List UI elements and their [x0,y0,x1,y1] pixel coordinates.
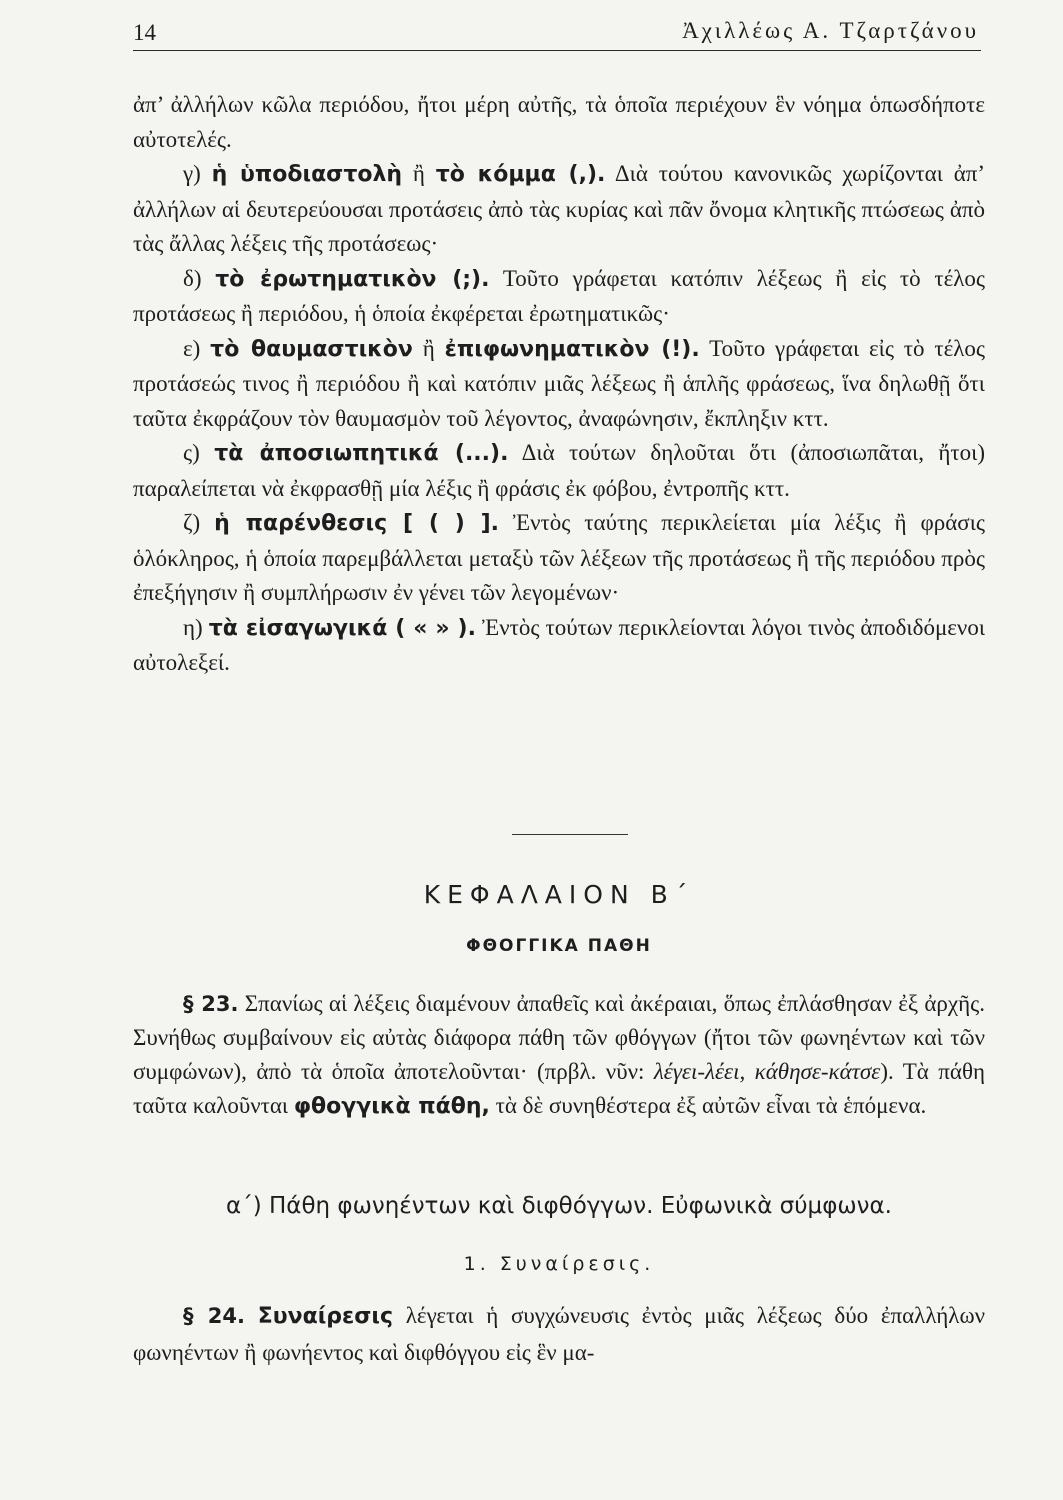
running-head: Ἀχιλλέως Α. Τζαρτζάνου [682,18,979,43]
paragraph-exclamation: ε) τὸ θαυμαστικὸν ἢ ἐπιφωνηματικὸν (!). Τοῦτο γράφεται εἰς τὸ τέλος προτάσεώς τινος ἢ περιόδου ἢ καὶ κατόπιν μιᾶς λέξεως ἢ ἁπλῆς φράσεως, ἵνα δηλωθῇ ὅτι ταῦτα ἐκφράζουν τὸν θαυμασμὸν τοῦ λέγοντος, ἀναφώνησιν, ἔκπληξιν κττ. [133,335,985,431]
chapter-title: ΚΕΦΑΛΑΙΟΝ Β΄ [423,880,695,909]
example: λέγει-λέει, κάθησε-κάτσε [653,1059,881,1084]
paragraph-hypodiastole: γ) ἡ ὑποδιαστολὴ ἢ τὸ κόμμα (,). Διὰ τούτου κανονικῶς χωρίζονται ἀπ’ ἀλλήλων αἱ δευτερεύουσαι προτάσεις ἀπὸ τὰς κυρίας καὶ πᾶν ὄνομα κλητικῆς πτώσεως ἀπὸ τὰς ἄλλας λέξεις τῆς προτάσεως· [133,161,986,256]
page-header [133,16,981,51]
term: τὰ εἰσαγωγικά ( « » ). [208,615,476,641]
section-number: § 23. [183,992,239,1016]
term: τὸ ἐρωτηματικὸν (;). [215,266,490,292]
section-23 [133,987,985,1124]
chapter-subtitle: ΦΘΟΓΓΙΚΑ ΠΑΘΗ [466,936,652,956]
section-24 [133,1298,985,1371]
term: τὸ θαυμαστικὸν [210,336,413,362]
term: Συναίρεσις [257,1304,394,1329]
page-number: 14 [133,20,156,45]
term: φθογγικὰ πάθη, [293,1094,490,1119]
paragraph: ἀπ’ ἀλλήλων κῶλα περιόδου, ἤτοι μέρη αὐτῆς, τὰ ὁποῖα περιέχουν ἓν νόημα ὁπωσδήποτε αὐτοτελές. [133,92,985,152]
paragraph-quotation: η) τὰ εἰσαγωγικά ( « » ). Ἐντὸς τούτων περικλείονται λόγοι τινὸς ἀποδιδόμενοι αὐτολεξεί. [133,614,986,675]
body-text [133,88,985,681]
sub-subheading: 1. Συναίρεσις. [463,1253,655,1275]
divider-rule [512,834,628,835]
paragraph: § 24. Συναίρεσις λέγεται ἡ συγχώνευσις ἐντὸς μιᾶς λέξεως δύο ἐπαλλήλων φωνηέντων ἢ φωνήεντος καὶ διφθόγγου εἰς ἓν μα- [133,1303,985,1365]
term: ἐπιφωνηματικὸν (!). [444,336,700,362]
term: τὰ ἀποσιωπητικά (...). [214,441,509,466]
paragraph-parenthesis: ζ) ἡ παρένθεσις [ ( ) ]. Ἐντὸς ταύτης περικλείεται μία λέξις ἢ φράσις ὁλόκληρος, ἡ ὁποία παρεμβάλλεται μεταξὺ τῶν λέξεων τῆς προτάσεως ἢ τῆς περιόδου πρὸς ἐπεξήγησιν ἢ συμπλήρωσιν ἐν γένει τῶν λεγομένων· [133,510,985,605]
term: ἡ ὑποδιαστολὴ [211,162,403,187]
paragraph: § 23. Σπανίως αἱ λέξεις διαμένουν ἀπαθεῖς καὶ ἀκέραιαι, ὅπως ἐπλάσθησαν ἐξ ἀρχῆς. Συνήθως συμβαίνουν εἰς αὐτὰς διάφορα πάθη τῶν φθόγγων (ἤτοι τῶν φωνηέντων καὶ τῶν συμφώνων), ἀπὸ τὰ ὁποῖα ἀποτελοῦνται· (πρβλ. νῦν: λέγει-λέει, κάθησε-κάτσε). Τὰ πάθη ταῦτα καλοῦνται φθογγικὰ πάθη, τὰ δὲ συνηθέστερα ἐξ αὐτῶν εἶναι τὰ ἑπόμενα. [133,991,986,1119]
section-number: § 24. [183,1304,245,1328]
subheading: α΄) Πάθη φωνηέντων καὶ διφθόγγων. Εὐφωνικὰ σύμφωνα. [226,1193,892,1219]
term: τὸ κόμμα (,). [435,162,606,187]
term: ἡ παρένθεσις [ ( ) ]. [214,511,500,536]
paragraph-question-mark: δ) τὸ ἐρωτηματικὸν (;). Τοῦτο γράφεται κατόπιν λέξεως ἢ εἰς τὸ τέλος προτάσεως ἢ περιόδου, ἡ ὁποία ἐκφέρεται ἐρωτηματικῶς· [133,265,986,326]
paragraph-ellipsis: ς) τὰ ἀποσιωπητικά (...). Διὰ τούτων δηλοῦται ὅτι (ἀποσιωπᾶται, ἤτοι) παραλείπεται νὰ ἐκφρασθῇ μία λέξις ἢ φράσις ἐκ φόβου, ἐντροπῆς κττ. [133,440,986,501]
